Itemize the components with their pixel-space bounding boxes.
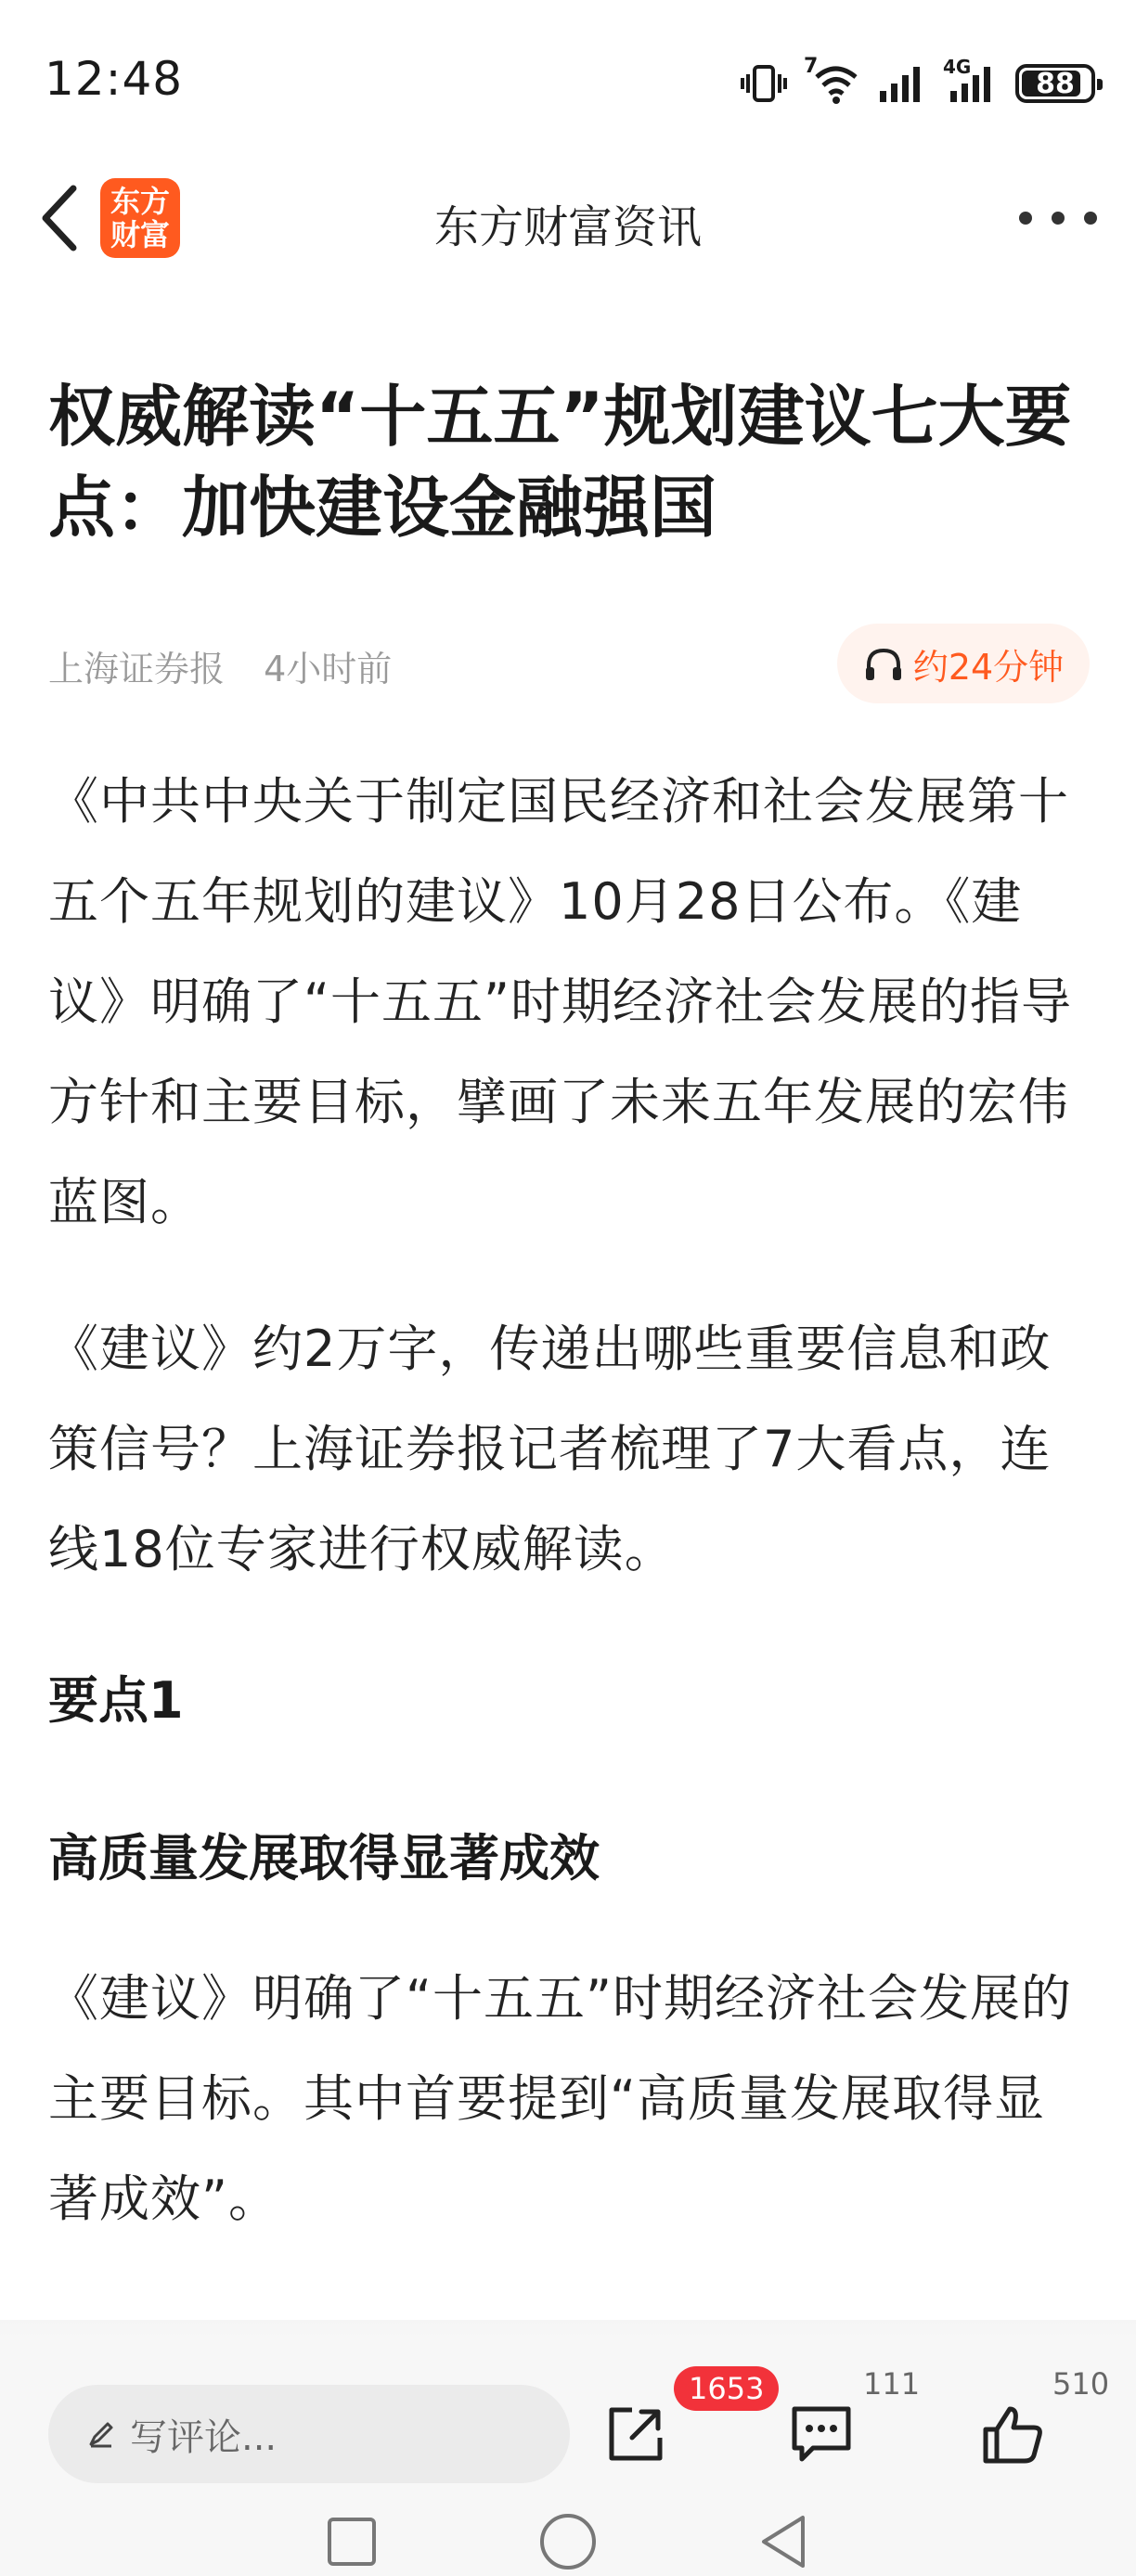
article-paragraph: 《中共中央关于制定国民经济和社会发展第十五个五年规划的建议》10月28日公布。《建议》明确了“十五五”时期经济社会发展的指导方针和主要目标，擘画了未来五年发展的宏伟蓝图。 (48, 772, 1072, 1231)
wifi-icon (804, 55, 861, 107)
section-label: 要点1 (48, 1671, 184, 1730)
back-nav-button[interactable] (752, 2509, 817, 2574)
recent-apps-button[interactable] (319, 2509, 384, 2574)
battery-level: 88 (1036, 67, 1075, 100)
status-icons (741, 55, 1095, 109)
battery-nub (1097, 79, 1103, 90)
thumbs-up-icon (980, 2403, 1045, 2465)
article-title: 权威解读“十五五”规划建议七大要点：加快建设金融强国 (48, 378, 1072, 547)
section-heading: 高质量发展取得显著成效 (48, 1829, 600, 1887)
share-count-badge: 1653 (674, 2366, 779, 2411)
article-paragraph: 《建议》约2万字，传递出哪些重要信息和政策信号？上海证券报记者梳理了7大看点，连线18位专家进行权威解读。 (48, 1320, 1052, 1578)
logo-line2: 财富 (110, 217, 170, 252)
article-meta (48, 640, 420, 691)
home-button[interactable] (536, 2509, 600, 2574)
vibrate-icon (741, 63, 787, 104)
headphones-icon (863, 645, 904, 682)
signal-icon (878, 63, 926, 104)
status-time: 12:48 (45, 52, 184, 106)
more-dot-icon (1084, 212, 1097, 225)
article-source[interactable]: 上海证券报 (48, 649, 226, 689)
listen-duration: 约24分钟 (912, 646, 1065, 688)
comment-count: 111 (863, 2366, 921, 2402)
battery-indicator (1015, 64, 1095, 103)
like-count: 510 (1052, 2366, 1110, 2402)
article-time: 4小时前 (264, 649, 393, 689)
signal-4g-icon (943, 56, 999, 104)
more-options-button[interactable] (1019, 204, 1097, 232)
wifi-superscript: 7 (804, 55, 819, 78)
system-nav-bar (0, 2502, 1136, 2576)
square-icon (326, 2516, 378, 2568)
comment-bubble-icon (789, 2403, 854, 2465)
header-title: 东方财富资讯 (433, 201, 702, 253)
more-dot-icon (1019, 212, 1032, 225)
status-bar (0, 0, 1136, 167)
bottom-action-bar (0, 2338, 1136, 2576)
triangle-back-icon (758, 2514, 810, 2570)
pencil-icon (87, 2420, 115, 2448)
share-icon (604, 2402, 667, 2466)
app-header (0, 167, 1136, 269)
more-dot-icon (1052, 212, 1065, 225)
logo-line1: 东方 (110, 184, 170, 219)
comment-placeholder: 写评论... (130, 2415, 278, 2459)
listen-audio-button[interactable] (837, 624, 1090, 703)
article-paragraph: 《建议》明确了“十五五”时期经济社会发展的主要目标。其中首要提到“高质量发展取得显著成效”。 (48, 1969, 1072, 2228)
share-button[interactable] (594, 2392, 678, 2476)
comments-button[interactable] (780, 2392, 863, 2476)
comment-input[interactable] (48, 2385, 570, 2483)
network-type-label: 4G (943, 56, 972, 78)
circle-icon (538, 2512, 598, 2571)
bottom-divider (0, 2320, 1136, 2338)
like-button[interactable] (971, 2392, 1054, 2476)
